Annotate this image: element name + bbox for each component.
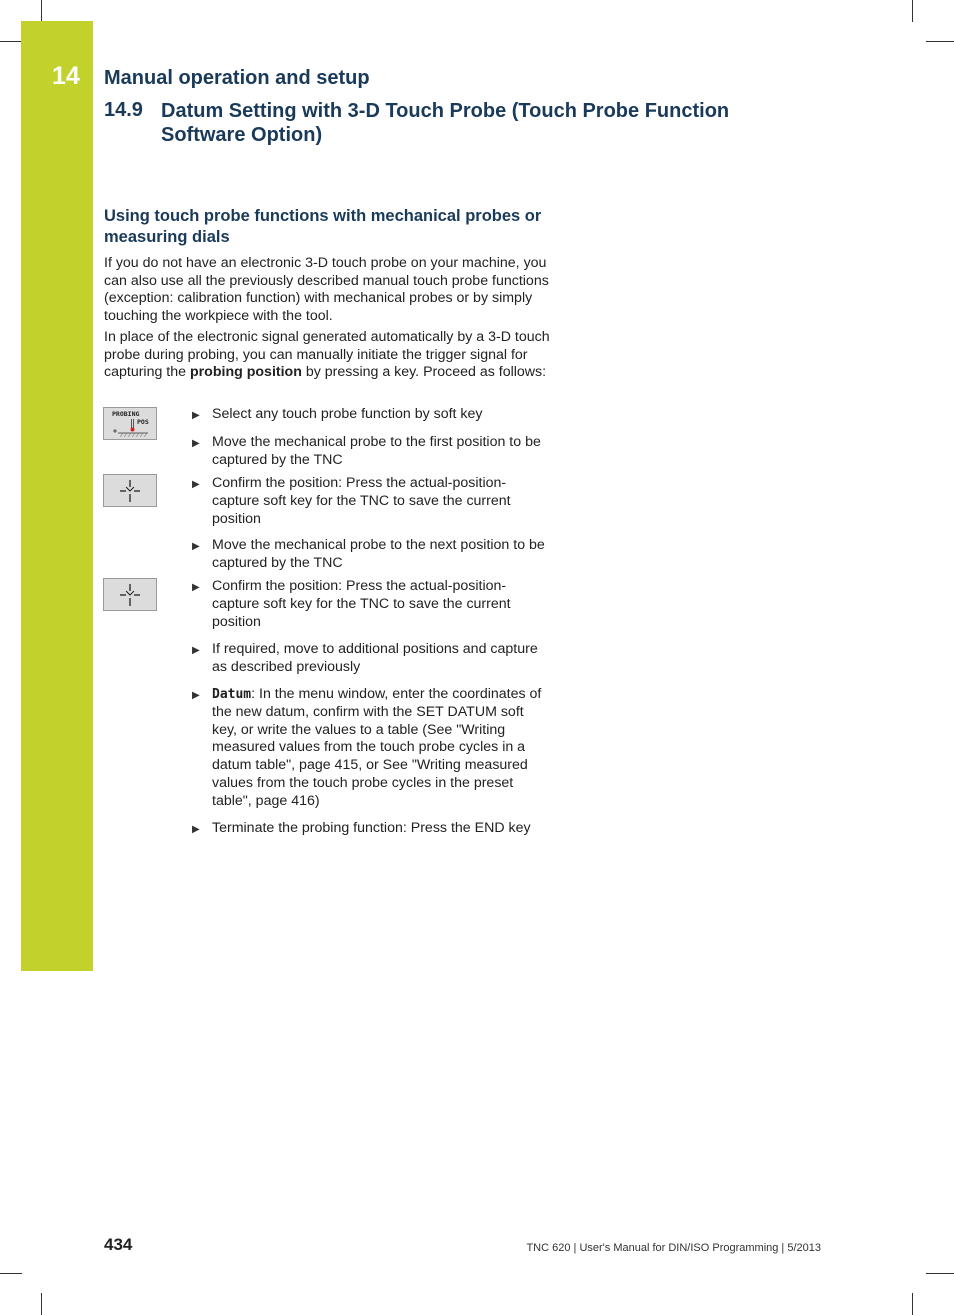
actual-position-capture-softkey[interactable] bbox=[103, 578, 157, 611]
crop-mark bbox=[926, 41, 954, 42]
subsection-heading: Using touch probe functions with mechanical probes or measuring dials bbox=[104, 207, 542, 246]
bullet-arrow-icon: ▶ bbox=[192, 582, 200, 593]
bullet-arrow-icon: ▶ bbox=[192, 438, 200, 449]
instruction-step: ▶ Terminate the probing function: Press the END key bbox=[192, 820, 552, 838]
crosshair-icon bbox=[104, 475, 156, 506]
crop-mark bbox=[41, 1293, 42, 1315]
crop-mark bbox=[0, 1273, 22, 1274]
bullet-arrow-icon: ▶ bbox=[192, 690, 200, 701]
crop-mark bbox=[41, 0, 42, 22]
actual-position-capture-softkey[interactable] bbox=[103, 474, 157, 507]
crosshair-icon bbox=[104, 579, 156, 610]
instruction-step: ▶ Move the mechanical probe to the first position to be captured by the TNC bbox=[192, 434, 541, 468]
instruction-step: ▶ If required, move to additional positions and capture as described previously bbox=[192, 641, 538, 675]
instruction-step: ▶ Move the mechanical probe to the next position to be captured by the TNC bbox=[192, 537, 545, 571]
bullet-arrow-icon: ▶ bbox=[192, 479, 200, 490]
bullet-arrow-icon: ▶ bbox=[192, 410, 200, 421]
probing-pos-icon bbox=[104, 408, 156, 439]
svg-text:POS: POS bbox=[137, 418, 149, 426]
instruction-step: ▶ Confirm the position: Press the actual-position-capture soft key for the TNC to save the current position bbox=[192, 475, 511, 527]
instruction-step: ▶ Confirm the position: Press the actual-position-capture soft key for the TNC to save the current position bbox=[192, 578, 511, 630]
crop-mark bbox=[912, 1293, 913, 1315]
probing-pos-softkey[interactable] bbox=[103, 407, 157, 440]
chapter-sidebar bbox=[21, 21, 93, 971]
svg-text:PROBING: PROBING bbox=[112, 410, 140, 418]
crop-mark bbox=[912, 0, 913, 22]
page-number: 434 bbox=[104, 1235, 133, 1254]
intro-paragraph: If you do not have an electronic 3-D touch probe on your machine, you can also use all the previously described manual touch probe functions (exception: calibration function) with mechanical probes or by simply touching the workpiece with the tool. bbox=[104, 255, 549, 324]
footer-text: TNC 620 | User's Manual for DIN/ISO Programming | 5/2013 bbox=[526, 1242, 821, 1254]
method-paragraph: In place of the electronic signal generated automatically by a 3-D touch probe during probing, you can manually initiate the trigger signal for capturing the probing position by pressing a key. Proceed as follows: bbox=[104, 329, 550, 381]
crop-mark bbox=[0, 41, 22, 42]
section-title: Datum Setting with 3-D Touch Probe (Touch Probe Function Software Option) bbox=[161, 100, 730, 146]
bullet-arrow-icon: ▶ bbox=[192, 645, 200, 656]
crop-mark bbox=[926, 1273, 954, 1274]
section-number: 14.9 bbox=[104, 99, 143, 121]
chapter-number: 14 bbox=[52, 62, 80, 90]
instruction-step: ▶ Select any touch probe function by soft key bbox=[192, 406, 552, 424]
datum-label: Datum bbox=[212, 687, 252, 702]
probing-position-term: probing position bbox=[189, 364, 302, 381]
bullet-arrow-icon: ▶ bbox=[192, 541, 200, 552]
chapter-title: Manual operation and setup bbox=[104, 67, 370, 89]
bullet-arrow-icon: ▶ bbox=[192, 824, 200, 835]
datum-step: ▶ Datum: In the menu window, enter the coordinates of the new datum, confirm with the SET DATUM soft key, or write the values to a table (See "Writing measured values from the touch probe cycles in a datum table", page 415, or See "Writing measured values from the touch probe cycles in the preset table", page 416) bbox=[192, 686, 542, 809]
